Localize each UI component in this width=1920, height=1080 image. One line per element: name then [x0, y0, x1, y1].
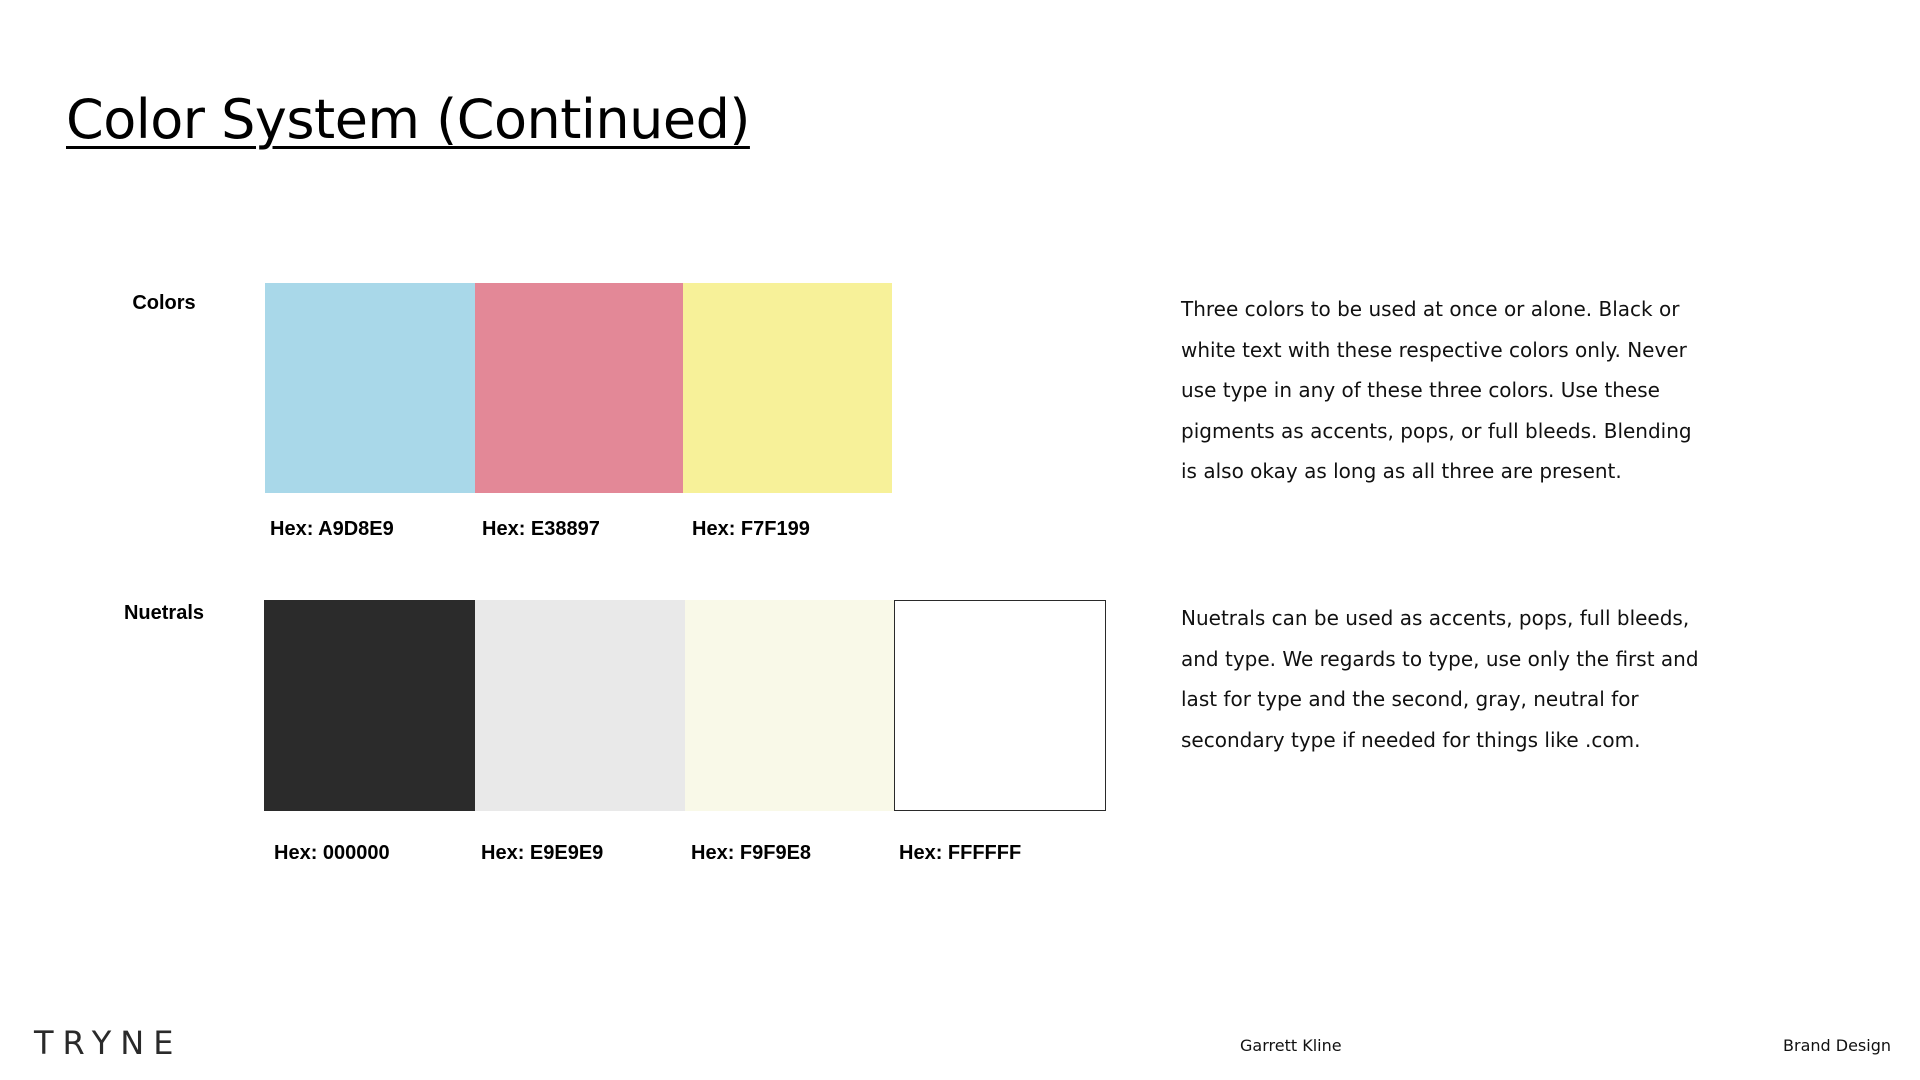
swatch-blue — [265, 283, 475, 493]
footer-section: Brand Design — [1783, 1036, 1891, 1055]
hex-label-blue: Hex: A9D8E9 — [270, 518, 394, 540]
swatch-cream — [685, 600, 894, 811]
hex-label-yellow: Hex: F7F199 — [692, 518, 810, 540]
swatch-pink — [475, 283, 683, 493]
footer-author: Garrett Kline — [1240, 1036, 1342, 1055]
hex-label-cream: Hex: F9F9E8 — [691, 842, 812, 864]
hex-label-white: Hex: FFFFFF — [899, 842, 1022, 864]
neutrals-label: Nuetrals — [123, 602, 205, 624]
swatch-white — [894, 600, 1106, 811]
swatch-gray — [475, 600, 685, 811]
hex-label-pink: Hex: E38897 — [482, 518, 600, 540]
neutrals-description: Nuetrals can be used as accents, pops, full bleeds, and type. We regards to type, use only the first and last for type and the second, gray, neutral for secondary type if needed for things like .com. — [1181, 606, 1699, 752]
colors-label: Colors — [132, 292, 196, 314]
swatch-yellow — [683, 283, 892, 493]
swatch-black — [264, 600, 475, 811]
hex-label-gray: Hex: E9E9E9 — [481, 842, 604, 864]
colors-description: Three colors to be used at once or alone. Black or white text with these respective colors only. Never use type in any of these three colors. Use these pigments as accents, pops, or full bleeds. Blending is also okay as long as all three are present. — [1181, 297, 1692, 483]
hex-label-black: Hex: 000000 — [274, 842, 390, 864]
brand-logo: TRYNE — [34, 1024, 183, 1062]
page-title: Color System (Continued) — [66, 88, 750, 151]
